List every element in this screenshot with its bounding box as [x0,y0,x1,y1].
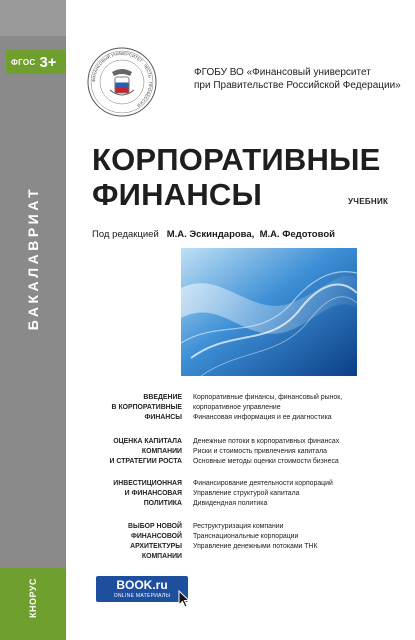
section-item: Финансовая информация и ее диагностика [193,414,332,421]
org-line-2: при Правительстве Российской Федерации» [194,80,401,91]
fgos-version: 3+ [39,53,57,71]
emblem-text: ФИНАНСОВЫЙ УНИВЕРСИТЕТ · ЧЕСТЬ · ПРОФЕССИЯ [90,50,154,108]
section-label-line: В КОРПОРАТИВНЫЕ [111,404,182,411]
section-label-line: КОМПАНИИ [141,553,182,560]
section-item: Корпоративные финансы, финансовый рынок, [193,394,343,401]
cover-illustration [181,248,357,376]
level-text: БАКАЛАВРИАТ [25,185,41,331]
section-label-line: ВВЕДЕНИЕ [143,394,182,401]
fgos-badge [6,50,66,74]
section-item: Транснациональные корпорации [193,533,299,540]
book-ru-badge[interactable] [96,576,188,602]
section-label-line: ФИНАНСЫ [144,414,182,421]
section-item: Финансирование деятельности корпораций [193,480,333,487]
section-items [193,479,403,509]
section-label-line: АРХИТЕКТУРЫ [130,543,182,550]
section-item: Управление структурой капитала [193,490,300,497]
editor-1: М.А. Эскиндарова, [166,229,255,240]
section-item: Денежные потоки в корпоративных финансах [193,438,340,445]
title-line-2: ФИНАНСЫ [92,177,263,212]
publisher-organization [194,66,404,92]
section-item: корпоративное управление [193,404,281,411]
spine-top-band [0,0,66,36]
section-label [70,522,182,562]
section-item: Дивидендная политика [193,500,268,507]
section-item: Реструктуризация компании [193,523,284,530]
section-label-line: КОМПАНИИ [141,448,182,455]
section-label-line: ПОЛИТИКА [143,500,182,507]
editors-line [92,229,335,240]
section-items [193,522,403,552]
title-line-1: КОРПОРАТИВНЫЕ [92,142,381,177]
section-label [70,437,182,467]
section-label-line: ОЦЕНКА КАПИТАЛА [113,438,182,445]
section-item: Управление денежными потоками ТНК [193,543,318,550]
mouse-cursor-icon [178,590,192,608]
section-label [70,479,182,509]
editor-2: М.А. Федотовой [259,229,335,240]
section-label-line: И ФИНАНСОВАЯ [124,490,182,497]
section-label-line: ВЫБОР НОВОЙ [128,523,182,530]
book-ru-label: BOOK.ru [116,578,168,592]
section-items [193,437,403,467]
section-items [193,393,403,423]
book-title [92,142,381,212]
section-label [70,393,182,423]
section-label-line: И СТРАТЕГИИ РОСТА [109,458,182,465]
section-label-line: ФИНАНСОВОЙ [130,533,182,540]
org-line-1: ФГОБУ ВО «Финансовый университет [194,67,371,78]
editors-prefix: Под редакцией [92,229,159,240]
document-type: УЧЕБНИК [348,197,389,206]
publisher-name: КНОРУС [28,578,38,618]
fgos-label: ФГОС [11,57,36,67]
section-item: Риски и стоимость привлечения капитала [193,448,327,455]
university-emblem-icon [86,46,158,118]
book-ru-sublabel: ONLINE МАТЕРИАЛЫ [113,593,171,599]
section-item: Основные методы оценки стоимости бизнеса [193,458,339,465]
section-label-line: ИНВЕСТИЦИОННАЯ [113,480,182,487]
